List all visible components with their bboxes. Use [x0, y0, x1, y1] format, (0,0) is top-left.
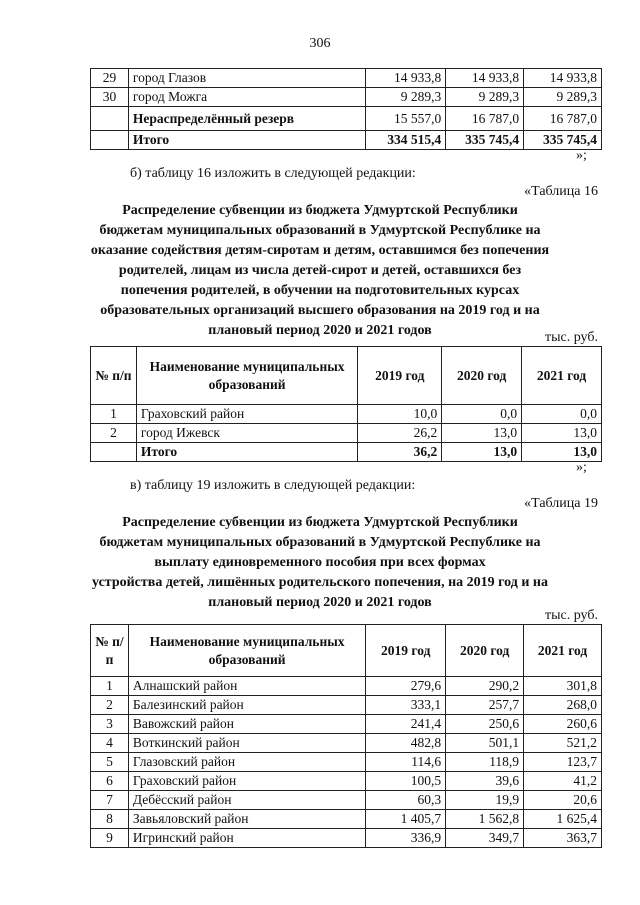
row-number: 3 — [91, 715, 129, 734]
header-name: Наименование муниципальных образований — [136, 347, 357, 405]
row-number: 2 — [91, 424, 137, 443]
row-number: 29 — [91, 69, 129, 88]
value-2019: 100,5 — [366, 772, 446, 791]
row-number — [91, 131, 129, 150]
value-2021: 13,0 — [522, 443, 602, 462]
table-row — [91, 424, 602, 443]
value-2019: 241,4 — [366, 715, 446, 734]
title-line: плановый период 2020 и 2021 годов — [208, 323, 432, 338]
header-2021: 2021 год — [522, 347, 602, 405]
title-line: устройства детей, лишённых родительского попечения, на 2019 год и на — [92, 575, 548, 590]
section-b-unit: тыс. руб. — [545, 330, 598, 345]
table-row — [91, 791, 602, 810]
title-line: образовательных организаций высшего образования на 2019 год и на — [100, 303, 540, 318]
table-header-row — [91, 625, 602, 677]
row-number: 30 — [91, 88, 129, 107]
table-row — [91, 715, 602, 734]
value-2021: 16 787,0 — [524, 107, 602, 131]
value-2020: 9 289,3 — [446, 88, 524, 107]
row-number: 9 — [91, 829, 129, 848]
value-2020: 16 787,0 — [446, 107, 524, 131]
row-number: 8 — [91, 810, 129, 829]
value-2021: 14 933,8 — [524, 69, 602, 88]
header-2019: 2019 год — [366, 625, 446, 677]
section-c-unit: тыс. руб. — [545, 608, 598, 623]
header-2020: 2020 год — [442, 347, 522, 405]
value-2021: 9 289,3 — [524, 88, 602, 107]
value-2021: 260,6 — [524, 715, 602, 734]
value-2021: 301,8 — [524, 677, 602, 696]
value-2019: 60,3 — [366, 791, 446, 810]
value-2021: 20,6 — [524, 791, 602, 810]
value-2021: 363,7 — [524, 829, 602, 848]
title-line: бюджетам муниципальных образований в Удмуртской Республике на — [99, 535, 541, 550]
row-name: город Ижевск — [136, 424, 357, 443]
value-2020: 13,0 — [442, 424, 522, 443]
row-number — [91, 107, 129, 131]
value-2021: 335 745,4 — [524, 131, 602, 150]
table-row-total — [91, 443, 602, 462]
value-2020: 0,0 — [442, 405, 522, 424]
value-2020: 250,6 — [446, 715, 524, 734]
row-number: 5 — [91, 753, 129, 772]
table-row — [91, 69, 602, 88]
row-number: 4 — [91, 734, 129, 753]
title-line: родителей, лицам из числа детей-сирот и детей, оставшихся без — [118, 263, 522, 278]
value-2019: 336,9 — [366, 829, 446, 848]
title-line: попечения родителей, в обучении на подготовительных курсах — [120, 283, 520, 298]
value-2021: 41,2 — [524, 772, 602, 791]
table-row — [91, 88, 602, 107]
section-c-table-label: «Таблица 19 — [524, 496, 598, 511]
row-name: Глазовский район — [128, 753, 365, 772]
section-b-title — [90, 201, 550, 341]
header-2020: 2020 год — [446, 625, 524, 677]
row-name: Балезинский район — [128, 696, 365, 715]
row-name: Игринский район — [128, 829, 365, 848]
header-num: № п/п — [91, 347, 137, 405]
value-2020: 290,2 — [446, 677, 524, 696]
table-row-total — [91, 131, 602, 150]
value-2020: 39,6 — [446, 772, 524, 791]
value-2020: 257,7 — [446, 696, 524, 715]
value-2021: 0,0 — [522, 405, 602, 424]
title-line: выплату единовременного пособия при всех формах — [154, 555, 486, 570]
value-2019: 10,0 — [358, 405, 442, 424]
section-c-title — [70, 513, 570, 613]
row-number — [91, 443, 137, 462]
value-2020: 19,9 — [446, 791, 524, 810]
value-2021: 521,2 — [524, 734, 602, 753]
row-name: Вавожский район — [128, 715, 365, 734]
row-name: город Глазов — [128, 69, 365, 88]
row-name: Граховский район — [136, 405, 357, 424]
table-top — [90, 68, 602, 150]
table-row — [91, 810, 602, 829]
header-num: № п/п — [91, 625, 129, 677]
table-19 — [90, 624, 602, 848]
row-number: 7 — [91, 791, 129, 810]
value-2019: 482,8 — [366, 734, 446, 753]
title-line: оказание содействия детям-сиротам и детям, оставшимся без попечения — [90, 243, 550, 258]
row-name: Итого — [128, 131, 365, 150]
table-header-row — [91, 347, 602, 405]
table-16 — [90, 346, 602, 462]
row-name: Воткинский район — [128, 734, 365, 753]
section-b-table-label: «Таблица 16 — [524, 184, 598, 199]
table-row — [91, 829, 602, 848]
title-line: плановый период 2020 и 2021 годов — [208, 595, 432, 610]
row-number: 1 — [91, 677, 129, 696]
value-2019: 36,2 — [358, 443, 442, 462]
title-line: Распределение субвенции из бюджета Удмуртской Республики — [122, 203, 518, 218]
header-2021: 2021 год — [524, 625, 602, 677]
page-number: 306 — [309, 36, 331, 51]
value-2019: 15 557,0 — [366, 107, 446, 131]
row-name: Итого — [136, 443, 357, 462]
section-c-intro: в) таблицу 19 изложить в следующей редакции: — [130, 478, 416, 493]
header-2019: 2019 год — [358, 347, 442, 405]
table-row — [91, 772, 602, 791]
value-2019: 9 289,3 — [366, 88, 446, 107]
title-line: бюджетам муниципальных образований в Удмуртской Республике на — [99, 223, 541, 238]
value-2020: 14 933,8 — [446, 69, 524, 88]
row-number: 2 — [91, 696, 129, 715]
row-name: Дебёсский район — [128, 791, 365, 810]
value-2020: 1 562,8 — [446, 810, 524, 829]
table-row — [91, 753, 602, 772]
value-2020: 13,0 — [442, 443, 522, 462]
value-2019: 333,1 — [366, 696, 446, 715]
table-row — [91, 696, 602, 715]
closing-quote: »; — [576, 148, 587, 163]
table-row — [91, 677, 602, 696]
table-row — [91, 405, 602, 424]
row-number: 1 — [91, 405, 137, 424]
row-name: город Можга — [128, 88, 365, 107]
value-2020: 501,1 — [446, 734, 524, 753]
row-name: Алнашский район — [128, 677, 365, 696]
value-2021: 1 625,4 — [524, 810, 602, 829]
section-b-intro: б) таблицу 16 изложить в следующей редакции: — [130, 166, 416, 181]
value-2019: 334 515,4 — [366, 131, 446, 150]
value-2020: 118,9 — [446, 753, 524, 772]
row-name: Граховский район — [128, 772, 365, 791]
table-row — [91, 734, 602, 753]
row-name: Нераспределённый резерв — [128, 107, 365, 131]
header-name: Наименование муниципальных образований — [128, 625, 365, 677]
value-2021: 268,0 — [524, 696, 602, 715]
title-line: Распределение субвенции из бюджета Удмуртской Республики — [122, 515, 518, 530]
value-2019: 26,2 — [358, 424, 442, 443]
value-2019: 14 933,8 — [366, 69, 446, 88]
value-2019: 279,6 — [366, 677, 446, 696]
row-name: Завьяловский район — [128, 810, 365, 829]
table-row — [91, 107, 602, 131]
row-number: 6 — [91, 772, 129, 791]
value-2020: 335 745,4 — [446, 131, 524, 150]
value-2020: 349,7 — [446, 829, 524, 848]
closing-quote: »; — [576, 460, 587, 475]
value-2021: 13,0 — [522, 424, 602, 443]
value-2021: 123,7 — [524, 753, 602, 772]
value-2019: 1 405,7 — [366, 810, 446, 829]
value-2019: 114,6 — [366, 753, 446, 772]
